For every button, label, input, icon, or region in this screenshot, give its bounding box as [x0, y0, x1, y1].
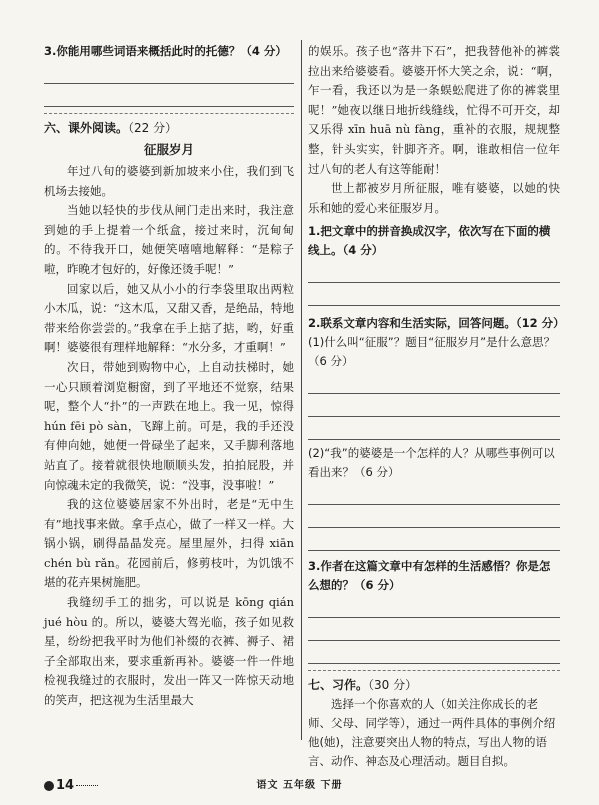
right-question-2-2: (2)“我”的婆婆是一个怎样的人？从哪些事例可以看出来？（6 分） — [308, 446, 555, 480]
answer-line[interactable] — [308, 394, 560, 417]
section-separator — [44, 113, 294, 114]
passage-paragraph: 年过八旬的婆婆到新加坡来小住，我们到飞机场去接她。 — [44, 164, 294, 198]
section-7-label: 七、习作。 — [308, 678, 369, 693]
section-7-points: （30 分） — [368, 678, 418, 693]
right-question-1: 1.把文章中的拼音换成汉字，依次写在下面的横线上。（4 分） — [308, 224, 551, 258]
passage-paragraph-last: 世上都被岁月所征服，唯有婆婆，以她的快乐和她的爱心来征服岁月。 — [308, 181, 560, 215]
column-divider — [301, 40, 302, 740]
page-number-text: 14 — [56, 778, 75, 793]
passage-paragraph: 次日，带她到购物中心，上自动扶梯时，她一心只顾着浏览橱窗，到了平地还不觉察，结果呢，整个人“扑”的一声跌在地上。我一见，惊得 hún fēi pò sàn，飞蹿上前。可是，我的手还没有伸向她，她便一骨碌坐了起来，又手脚利落地站直了。接着就很快地顺顺头发，拍拍屁股，并向惊魂未定的我微笑，说：“没事，没事啦！” — [44, 359, 294, 492]
passage-paragraph: 当她以轻快的步伐从闸门走出来时，我注意到她的手上提着一个纸盒，接过来时，沉甸甸的。不待我开口，她便笑嘻嘻地解释：“是粽子啦，昨晚才包好的，好像还烫手呢！” — [44, 203, 294, 276]
answer-line[interactable] — [308, 618, 560, 641]
right-column — [308, 42, 565, 771]
answer-line[interactable] — [308, 482, 560, 505]
section-6-label: 六、课外阅读。 — [44, 121, 129, 135]
right-question-2-1: (1)什么叫“征服”？题目“征服岁月”是什么意思？（6 分） — [308, 335, 556, 369]
answer-line[interactable] — [308, 528, 560, 551]
passage-paragraph-continued: 的娱乐。孩子也“落井下石”，把我替他补的裤裳拉出来给婆婆看。婆婆开怀大笑之余，说：“啊，乍一看，我还以为是一条蜈蚣爬进了你的裤裳里呢！”她夜以继日地折线缝线，忙得不可开交，却又乐得 xīn huā nù fàng，重补的衣服，规规整整，针头实实，针脚齐齐。啊，谁敢相信一位年过八旬的老人有这等能耐！ — [308, 44, 560, 176]
answer-line[interactable] — [44, 61, 294, 84]
right-question-3: 3.作者在这篇文章中有怎样的生活感悟？你是怎么想的？（6 分） — [308, 559, 551, 593]
answer-line[interactable] — [44, 84, 294, 107]
answer-line[interactable] — [308, 505, 560, 528]
section-7-heading — [308, 675, 560, 695]
composition-prompt: 选择一个你喜欢的人（如关注你成长的老师、父母、同学等），通过一两件具体的事例介绍他(她)，注意要突出人物的特点，写出人物的语言、动作、神态及心理活动。题目自拟。 — [308, 697, 556, 769]
left-column — [44, 42, 294, 711]
section-6-points: （22 分） — [128, 121, 178, 135]
answer-line[interactable] — [308, 641, 560, 664]
answer-line[interactable] — [308, 595, 560, 618]
section-6-heading — [44, 118, 294, 138]
answer-line[interactable] — [308, 371, 560, 394]
passage-title: 征服岁月 — [143, 142, 194, 157]
footer-subject: 语文 五年级 下册 — [256, 780, 343, 791]
right-question-2: 2.联系文章内容和生活实际，回答问题。（12 分） — [308, 316, 565, 331]
answer-line[interactable] — [308, 260, 560, 283]
answer-line[interactable] — [308, 417, 560, 440]
passage-paragraph: 回家以后，她又从小小的行李袋里取出两粒小木瓜，说：“这木瓜，又甜又香，是绝品，特地带来给你尝尝的。”我拿在手上掂了掂，哟，好重啊！婆婆很有理样地解释：“水分多，才重啊！” — [44, 281, 294, 355]
section-separator — [308, 670, 560, 671]
answer-line[interactable] — [308, 283, 560, 306]
passage-paragraph: 我缝纫手工的拙劣，可以说是 kōng qián jué hòu 的。所以，婆婆大驾光临，孩子如见救星，纷纷把我平时为他们补缀的衣裤、褥子、裙子全部取出来，要求重新再补。婆婆一件一件地检视我缝过的衣服时，发出一阵又一阵惊天动地的笑声，把这视为生活里最大 — [44, 595, 294, 708]
left-question-3: 3.你能用哪些词语来概括此时的托德？（4 分） — [44, 44, 287, 58]
passage-paragraph: 我的这位婆婆居家不外出时，老是“无中生有”地找事来做。拿手点心，做了一样又一样。大锅小锅，刷得晶晶发亮。屋里屋外，扫得 xiān chén bù rǎn。花园前后，修剪枝叶，为饥饿不堪的花卉果树施肥。 — [44, 497, 294, 590]
